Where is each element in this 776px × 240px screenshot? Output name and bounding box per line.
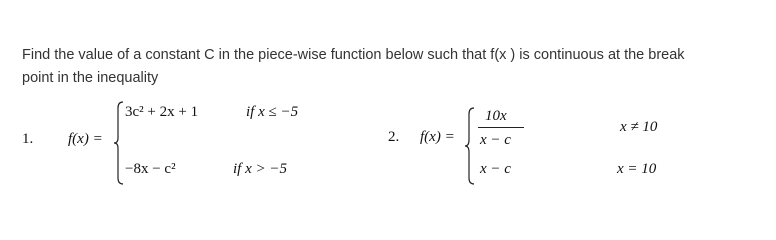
problem-2-fraction-bar [478,127,524,128]
problem-2-case1-cond: x ≠ 10 [620,119,658,135]
problem-2-brace [463,106,475,186]
prompt-line-2: point in the inequality [22,70,159,86]
problem-1-number: 1. [22,131,34,147]
problem-2-case2-cond: x = 10 [617,161,657,177]
prompt-line-1: Find the value of a constant C in the piece-wise function below such that f(x ) is continuous at the break [22,47,685,63]
problem-1-lhs: f(x) = [68,131,103,147]
problem-1-case1-expr: 3c² + 2x + 1 [125,104,199,120]
problem-2-number: 2. [388,129,400,145]
problem-1-case1-cond: if x ≤ −5 [246,104,299,120]
question-prompt [22,44,762,90]
problem-2-case1-numerator: 10x [485,108,507,124]
problem-2-case1-denominator: x − c [480,132,511,148]
problem-2-case2-expr: x − c [480,161,511,177]
problem-1-case2-cond: if x > −5 [233,161,287,177]
problem-1-case2-expr: −8x − c² [125,161,176,177]
problem-1-brace [112,100,124,186]
problem-2-lhs: f(x) = [420,129,455,145]
